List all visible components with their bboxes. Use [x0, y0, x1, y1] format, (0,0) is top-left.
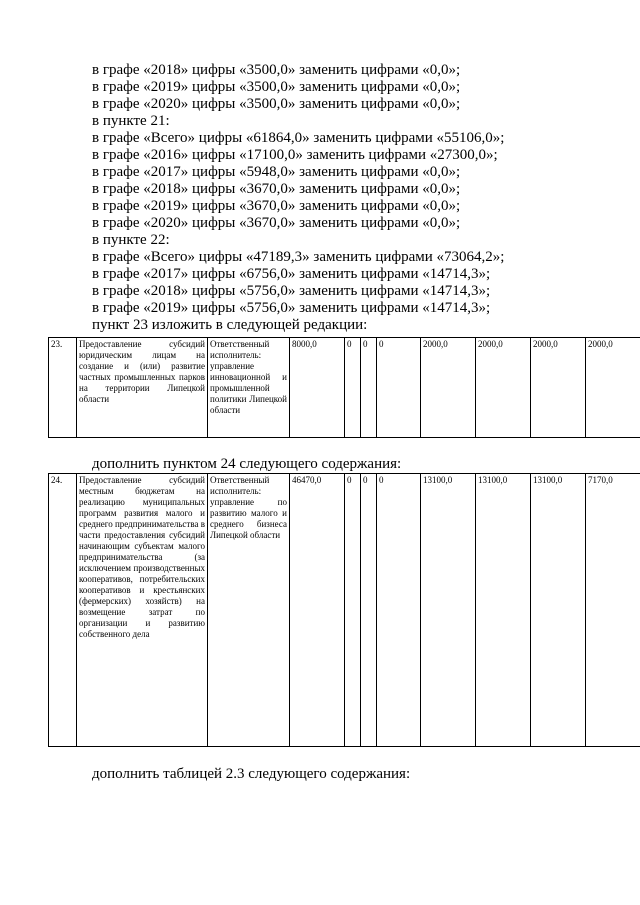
amendment-line: в графе «2020» цифры «3670,0» заменить цифрами «0,0»; — [92, 215, 461, 231]
value-total: 46470,0 — [290, 474, 345, 747]
value-cell: 2000,0 — [531, 338, 586, 438]
value-cell: 0 — [345, 338, 361, 438]
amendment-line: в графе «2019» цифры «3670,0» заменить цифрами «0,0»; — [92, 198, 461, 214]
value-cell: 0 — [361, 338, 377, 438]
value-cell: 0 — [361, 474, 377, 747]
value-cell: 2000,0 — [421, 338, 476, 438]
amendment-line: в графе «2016» цифры «17100,0» заменить цифрами «27300,0»; — [92, 147, 498, 163]
value-cell: 13100,0 — [476, 474, 531, 747]
item-number: 24. — [49, 474, 77, 747]
table-row — [49, 474, 640, 747]
amendment-line: в графе «2017» цифры «6756,0» заменить цифрами «14714,3»; — [92, 266, 491, 282]
amendment-line: в графе «2018» цифры «3500,0» заменить цифрами «0,0»; — [92, 62, 461, 78]
amendment-line: пункт 23 изложить в следующей редакции: — [92, 317, 368, 333]
item-executor: Ответственный исполнитель: управление по развитию малого и среднего бизнеса Липецкой области — [208, 474, 290, 747]
table-row — [49, 338, 640, 438]
paragraph-add-table-2-3: дополнить таблицей 2.3 следующего содержания: — [92, 766, 411, 782]
amendment-line: в пункте 22: — [92, 232, 170, 248]
value-cell: 7170,0 — [586, 474, 640, 747]
amendment-lines — [92, 62, 612, 334]
value-cell: 0 — [377, 338, 421, 438]
value-cell: 13100,0 — [421, 474, 476, 747]
table-item-23 — [48, 337, 640, 438]
value-cell: 2000,0 — [586, 338, 640, 438]
item-description: Предоставление субсидий юридическим лицам на создание и (или) развитие частных промышленных парков на территории Липецкой области — [77, 338, 208, 438]
value-cell: 13100,0 — [531, 474, 586, 747]
item-executor: Ответственный исполнитель: управление инновационной и промышленной политики Липецкой области — [208, 338, 290, 438]
value-total: 8000,0 — [290, 338, 345, 438]
amendment-line: в графе «2017» цифры «5948,0» заменить цифрами «0,0»; — [92, 164, 461, 180]
amendment-line: в графе «2018» цифры «3670,0» заменить цифрами «0,0»; — [92, 181, 461, 197]
table-item-24 — [48, 473, 640, 747]
amendment-line: в графе «2018» цифры «5756,0» заменить цифрами «14714,3»; — [92, 283, 491, 299]
value-cell: 0 — [377, 474, 421, 747]
amendment-line: в графе «2019» цифры «5756,0» заменить цифрами «14714,3»; — [92, 300, 491, 316]
amendment-line: в графе «2020» цифры «3500,0» заменить цифрами «0,0»; — [92, 96, 461, 112]
item-number: 23. — [49, 338, 77, 438]
paragraph-add-item-24: дополнить пунктом 24 следующего содержания: — [92, 456, 402, 472]
value-cell: 2000,0 — [476, 338, 531, 438]
amendment-line: в пункте 21: — [92, 113, 170, 129]
item-description: Предоставление субсидий местным бюджетам на реализацию муниципальных программ развития малого и среднего предпринимательства в части предоставления субсидий начинающим субъектам малого предпринимательства (за исключением производственных кооперативов, потребительских кооперативов и крестьянских (фермерских) хозяйств) на возмещение затрат по организации и развитию собственного дела — [77, 474, 208, 747]
amendment-line: в графе «Всего» цифры «47189,3» заменить цифрами «73064,2»; — [92, 249, 505, 265]
amendment-line: в графе «Всего» цифры «61864,0» заменить цифрами «55106,0»; — [92, 130, 505, 146]
value-cell: 0 — [345, 474, 361, 747]
amendment-line: в графе «2019» цифры «3500,0» заменить цифрами «0,0»; — [92, 79, 461, 95]
